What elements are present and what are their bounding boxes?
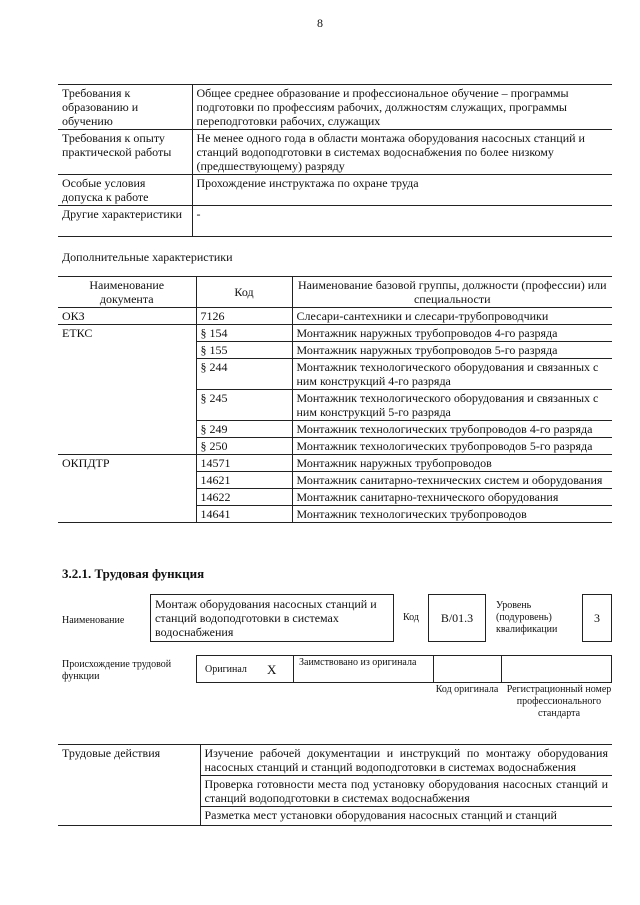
code-cell: § 155 <box>196 342 292 359</box>
requirements-table <box>58 84 612 237</box>
header-code: Код <box>196 277 292 308</box>
req-value: Прохождение инструктажа по охране труда <box>192 175 612 206</box>
level-value: 3 <box>582 594 612 642</box>
header-name: Наименование базовой группы, должности (профессии) или специальности <box>292 277 612 308</box>
header-doc: Наименование документа <box>58 277 196 308</box>
function-code-value: В/01.3 <box>428 594 486 642</box>
doc-okpdtr: ОКПДТР <box>58 455 196 523</box>
table-row <box>58 745 612 776</box>
code-cell: 14621 <box>196 472 292 489</box>
table-row <box>58 206 612 237</box>
labor-actions-table <box>58 744 612 826</box>
table-row <box>58 455 612 472</box>
table-row <box>58 175 612 206</box>
req-label: Требования к образованию и обучению <box>58 85 192 130</box>
name-cell: Монтажник технологических трубопроводов 4-го разряда <box>292 421 612 438</box>
section-title: 3.2.1. Трудовая функция <box>62 566 205 581</box>
additional-title: Дополнительные характеристики <box>62 250 233 264</box>
name-cell: Монтажник санитарно-технических систем и оборудования <box>292 472 612 489</box>
action-item: Изучение рабочей документации и инструкций по монтажу оборудования насосных станций и станций водоподготовки в системах водоснабжения <box>200 745 612 776</box>
divider <box>433 655 434 683</box>
name-cell: Монтажник санитарно-технического оборудования <box>292 489 612 506</box>
table-row <box>58 325 612 342</box>
code-cell: 14571 <box>196 455 292 472</box>
name-cell: Монтажник технологического оборудования и связанных с ним конструкций 4-го разряда <box>292 359 612 390</box>
reg-number-label: Регистрационный номер профессионального стандарта <box>506 684 612 719</box>
divider <box>501 655 502 683</box>
code-cell: § 154 <box>196 325 292 342</box>
name-cell: Монтажник наружных трубопроводов 5-го разряда <box>292 342 612 359</box>
code-cell: 7126 <box>196 308 292 325</box>
code-cell: 14622 <box>196 489 292 506</box>
code-cell: § 245 <box>196 390 292 421</box>
borrowed-label: Заимствовано из оригинала <box>299 657 417 668</box>
name-cell: Монтажник наружных трубопроводов 4-го разряда <box>292 325 612 342</box>
name-cell: Монтажник технологических трубопроводов 5-го разряда <box>292 438 612 455</box>
req-value: Не менее одного года в области монтажа оборудования насосных станций и станций водоподготовки в системах водоснабжения по более низкому (предшествующему) разряду <box>192 130 612 175</box>
actions-label: Трудовые действия <box>58 745 200 826</box>
req-label: Особые условия допуска к работе <box>58 175 192 206</box>
code-original-label: Код оригинала <box>435 684 499 695</box>
req-label: Другие характеристики <box>58 206 192 237</box>
original-label: Оригинал <box>205 664 247 675</box>
origin-box <box>196 655 612 683</box>
req-value: - <box>192 206 612 237</box>
req-value: Общее среднее образование и профессиональное обучение – программы подготовки по профессиям рабочих, должностям служащих, программы переподготовки рабочих, служащих <box>192 85 612 130</box>
name-label: Наименование <box>62 615 125 626</box>
origin-label: Происхождение трудовой функции <box>62 659 172 682</box>
table-row <box>58 130 612 175</box>
table-header-row <box>58 277 612 308</box>
additional-table <box>58 276 612 523</box>
function-name-value: Монтаж оборудования насосных станций и станций водоподготовки в системах водоснабжения <box>150 594 394 642</box>
divider <box>293 655 294 683</box>
doc-etks: ЕТКС <box>58 325 196 455</box>
page-number: 8 <box>317 16 323 30</box>
action-item: Проверка готовности места под установку оборудования насосных станций и станций водоподготовки в системах водоснабжения <box>200 776 612 807</box>
name-cell: Слесари-сантехники и слесари-трубопроводчики <box>292 308 612 325</box>
code-cell: § 249 <box>196 421 292 438</box>
original-mark: X <box>267 662 277 677</box>
table-row <box>58 85 612 130</box>
name-cell: Монтажник технологических трубопроводов <box>292 506 612 523</box>
code-label: Код <box>403 612 419 623</box>
code-cell: § 250 <box>196 438 292 455</box>
req-label: Требования к опыту практической работы <box>58 130 192 175</box>
code-cell: § 244 <box>196 359 292 390</box>
action-item: Разметка мест установки оборудования насосных станций и станций <box>200 807 612 826</box>
name-cell: Монтажник технологического оборудования и связанных с ним конструкций 5-го разряда <box>292 390 612 421</box>
code-cell: 14641 <box>196 506 292 523</box>
level-label: Уровень (подуровень) квалификации <box>496 600 558 635</box>
name-cell: Монтажник наружных трубопроводов <box>292 455 612 472</box>
doc-okz: ОКЗ <box>58 308 196 325</box>
table-row <box>58 308 612 325</box>
